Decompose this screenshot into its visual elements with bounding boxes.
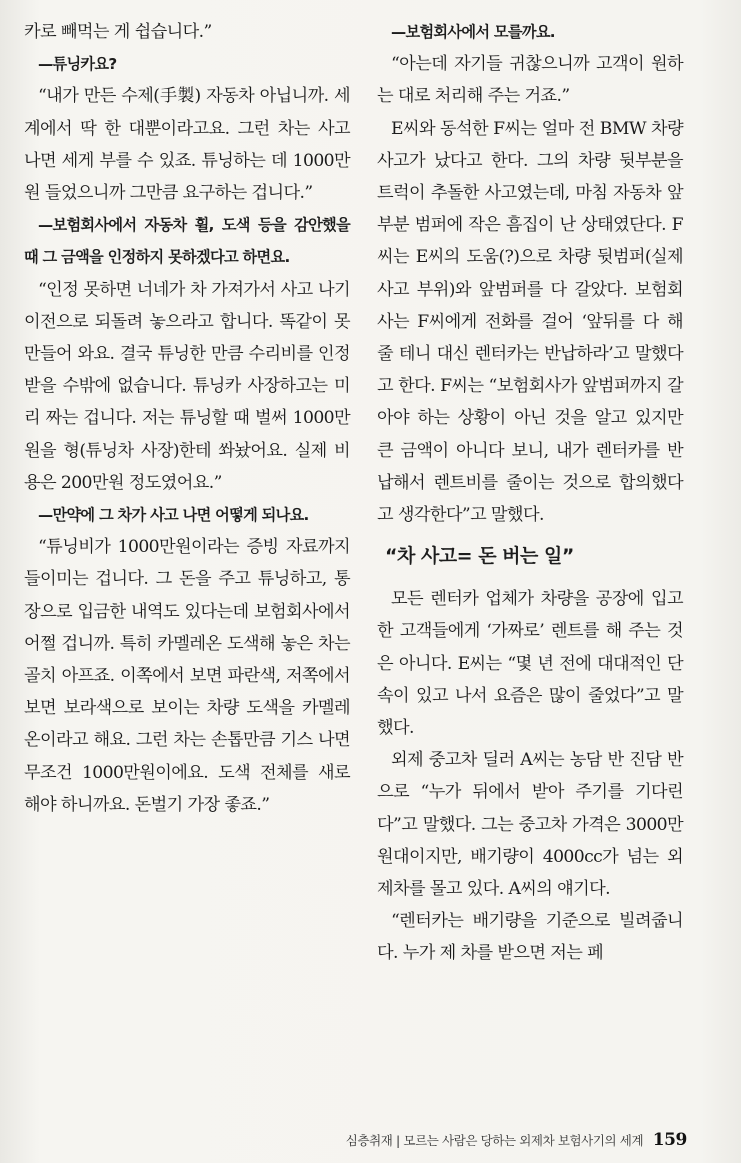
- page-footer: [346, 1130, 687, 1150]
- paragraph: “내가 만든 수제(手製) 자동차 아닙니까. 세계에서 딱 한 대뿐이라고요. 그런 차는 사고 나면 세게 부를 수 있죠. 튜닝하는 데 1000만원 들었으니까 그만큼 요구하는 겁니다.”: [24, 86, 350, 204]
- paragraph: “아는데 자기들 귀찮으니까 고객이 원하는 대로 처리해 주는 거죠.”: [377, 54, 683, 107]
- interview-question: —튜닝카요?: [38, 55, 117, 74]
- interview-question: —보험회사에서 자동차 휠, 도색 등을 감안했을 때 그 금액을 인정하지 못하겠다고 하면요.: [24, 216, 350, 267]
- paragraph: E씨와 동석한 F씨는 얼마 전 BMW 차량 사고가 났다고 한다. 그의 차량 뒷부분을 트럭이 추돌한 사고였는데, 마침 자동차 앞부분 범퍼에 작은 흠집이 난 상태였단다. F씨는 E씨의 도움(?)으로 차량 뒷범퍼(실제 사고 부위)와 앞범퍼를 다 갈았다. 보험회사는 F씨에게 전화를 걸어 ‘앞뒤를 다 해 줄 테니 대신 렌터카는 반납하라’고 말했다고 한다. F씨는 “보험회사가 앞범퍼까지 갈아야 하는 상황이 아닌 것을 알고 있지만 큰 금액이 아니다 보니, 내가 렌터카를 반납해서 렌트비를 줄이는 것으로 합의했다고 생각한다”고 말했다.: [377, 118, 683, 526]
- paragraph: 모든 렌터카 업체가 차량을 공장에 입고한 고객들에게 ‘가짜로’ 렌트를 해 주는 것은 아니다. E씨는 “몇 년 전에 대대적인 단속이 있고 나서 요즘은 많이 줄었다”고 말했다.: [377, 589, 683, 739]
- section-subheading: “차 사고= 돈 버는 일”: [385, 545, 574, 568]
- paragraph: 외제 중고차 딜러 A씨는 농담 반 진담 반으로 “누가 뒤에서 받아 주기를 기다린다”고 말했다. 그는 중고차 가격은 3000만원대이지만, 배기량이 4000cc가 넘는 외제차를 몰고 있다. A씨의 얘기다.: [377, 750, 683, 900]
- paragraph: “인정 못하면 너네가 차 가져가서 사고 나기 이전으로 되돌려 놓으라고 합니다. 똑같이 못 만들어 와요. 결국 튜닝한 만큼 수리비를 인정받을 수밖에 없습니다. 튜닝카 사장하고는 미리 짜는 겁니다. 저는 튜닝할 때 벌써 1000만원을 형(튜닝차 사장)한테 쏴놨어요. 실제 비용은 200만원 정도였어요.”: [24, 279, 350, 493]
- paragraph: “렌터카는 배기량을 기준으로 빌려줍니다. 누가 제 차를 받으면 저는 페: [377, 911, 683, 964]
- paragraph: “튜닝비가 1000만원이라는 증빙 자료까지 들이미는 겁니다. 그 돈을 주고 튜닝하고, 통장으로 입금한 내역도 있다는데 보험회사에서 어쩔 겁니까. 특히 카멜레온 도색해 놓은 차는 골치 아프죠. 이쪽에서 보면 파란색, 저쪽에서 보면 보라색으로 보이는 차량 도색을 카멜레온이라고 해요. 그런 차는 손톱만큼 기스 나면 무조건 1000만원이에요. 도색 전체를 새로 해야 하니까요. 돈벌기 가장 좋죠.”: [24, 537, 350, 815]
- paragraph: 카로 빼먹는 게 쉽습니다.”: [24, 22, 212, 42]
- interview-question: —보험회사에서 모를까요.: [391, 23, 555, 41]
- right-column: [377, 16, 683, 970]
- interview-question: —만약에 그 차가 사고 나면 어떻게 되나요.: [38, 506, 309, 525]
- page-number: 159: [652, 1130, 687, 1150]
- footer-section-title: 심층취재 | 모르는 사람은 당하는 외제차 보험사기의 세계: [345, 1133, 644, 1148]
- left-column: [24, 16, 350, 821]
